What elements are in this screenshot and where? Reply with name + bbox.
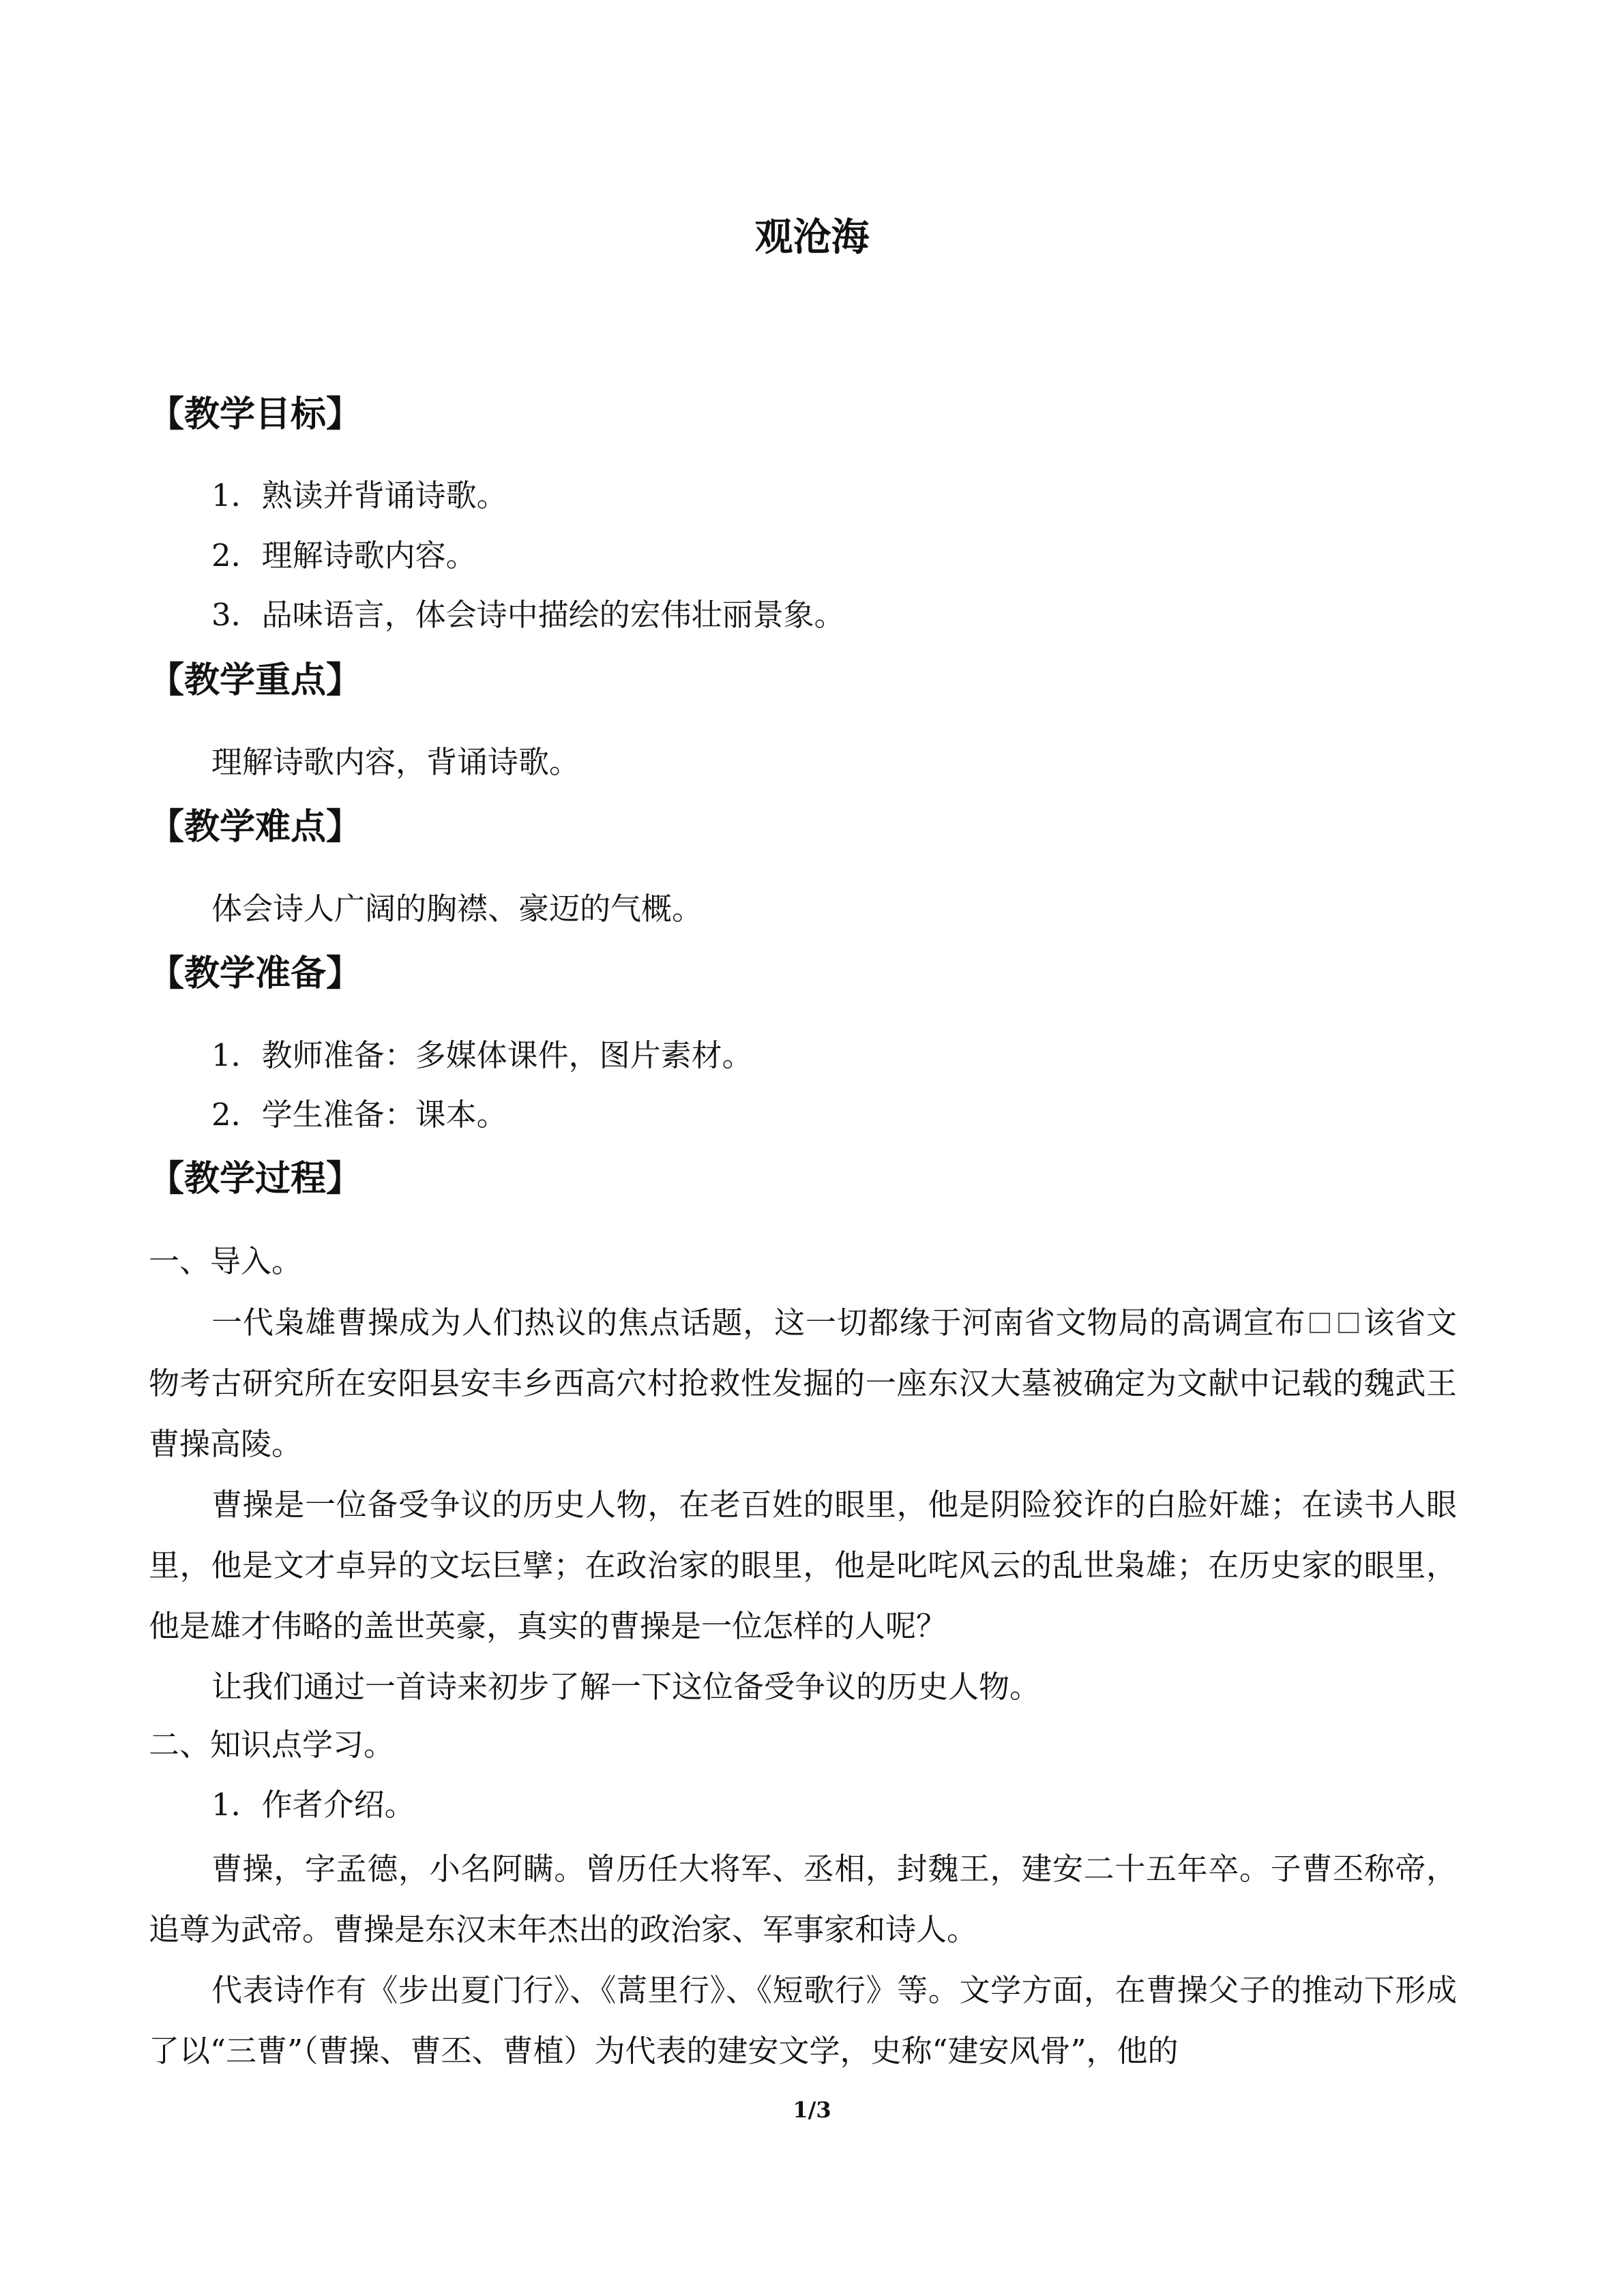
- difficulties-text: 体会诗人广阔的胸襟、豪迈的气概。: [211, 891, 703, 927]
- section-heading-key-points: 【教学重点】: [149, 659, 362, 701]
- paragraph-caocao-views: 曹操是一位备受争议的历史人物，在老百姓的眼里，他是阴险狡诈的白脸奸雄；在读书人眼里，他是文才卓异的文坛巨擘；在政治家的眼里，他是叱咤风云的乱世枭雄；在历史家的眼里，他是雄才伟略的盖世英豪，真实的曹操是一位怎样的人呢？: [149, 1487, 1457, 1644]
- objective-item: 1．熟读并背诵诗歌。: [211, 477, 507, 513]
- section-heading-objectives: 【教学目标】: [149, 393, 362, 435]
- missing-glyph-box: [1310, 1313, 1330, 1333]
- key-points-text: 理解诗歌内容，背诵诗歌。: [211, 744, 580, 780]
- sub-step-author: 1．作者介绍。: [211, 1787, 415, 1823]
- section-heading-preparation: 【教学准备】: [149, 953, 362, 994]
- paragraph-works: 代表诗作有《步出夏门行》、《蒿里行》、《短歌行》等。文学方面，在曹操父子的推动下形成了以“三曹”（曹操、曹丕、曹植）为代表的建安文学，史称“建安风骨”，他的: [149, 1972, 1457, 2069]
- section-heading-difficulties: 【教学难点】: [149, 806, 362, 848]
- page-title: 观沧海: [754, 215, 870, 260]
- objective-item: 2．理解诗歌内容。: [211, 537, 477, 573]
- paragraph-intro-part1: 一代枭雄曹操成为人们热议的焦点话题，这一切都缘于河南省文物局的高调宣布: [211, 1304, 1306, 1341]
- preparation-item: 2．学生准备：课本。: [211, 1097, 507, 1133]
- page-number: 1/3: [793, 2097, 831, 2123]
- objective-item: 3．品味语言，体会诗中描绘的宏伟壮丽景象。: [211, 597, 845, 633]
- process-step-intro: 一、导入。: [149, 1243, 303, 1279]
- section-heading-process: 【教学过程】: [149, 1158, 362, 1199]
- paragraph-intro: [149, 1292, 1457, 1474]
- paragraph-intro-part2: 该省文物考古研究所在安阳县安丰乡西高穴村抢救性发掘的一座东汉大墓被确定为文献中记载的魏武王曹操高陵。: [149, 1304, 1457, 1462]
- paragraph-author-bio: 曹操，字孟德，小名阿瞒。曾历任大将军、丞相，封魏王，建安二十五年卒。子曹丕称帝，追尊为武帝。曹操是东汉末年杰出的政治家、军事家和诗人。: [149, 1851, 1457, 1948]
- process-step-knowledge: 二、知识点学习。: [149, 1727, 395, 1763]
- preparation-item: 1．教师准备：多媒体课件，图片素材。: [211, 1037, 753, 1073]
- paragraph-transition: 让我们通过一首诗来初步了解一下这位备受争议的历史人物。: [211, 1669, 1041, 1705]
- missing-glyph-box: [1338, 1313, 1359, 1333]
